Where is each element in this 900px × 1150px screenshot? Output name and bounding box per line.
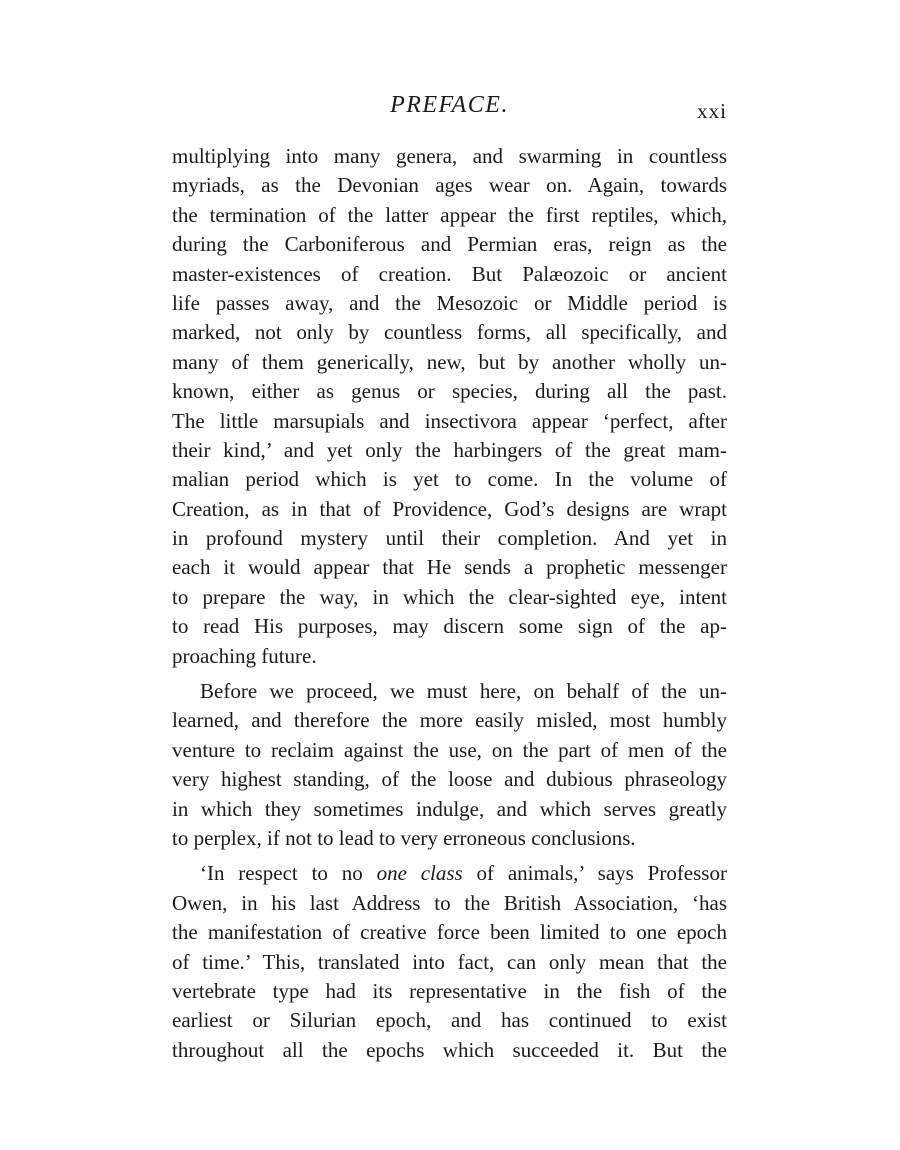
text-line: to read His purposes, may discern some sign of the ap- [172, 614, 727, 639]
text-line: venture to reclaim against the use, on the part of men of the [172, 737, 727, 762]
page-number: xxi [697, 99, 727, 123]
text-line: of time.’ This, translated into fact, can only mean that the [172, 949, 727, 974]
text-line: the manifestation of creative force been limited to one epoch [172, 920, 727, 945]
text-line: earliest or Silurian epoch, and has continued to exist [172, 1008, 727, 1033]
paragraph-1 [172, 142, 727, 671]
text-line: in profound mystery until their completion. And yet in [172, 526, 727, 551]
text-line: learned, and therefore the more easily misled, most humbly [172, 708, 727, 733]
text-line: the termination of the latter appear the first reptiles, which, [172, 202, 727, 227]
text-line: marked, not only by countless forms, all specifically, and [172, 320, 727, 345]
text-line: to prepare the way, in which the clear-sighted eye, intent [172, 584, 727, 609]
text-line: vertebrate type had its representative in the fish of the [172, 978, 727, 1003]
running-head [172, 92, 727, 128]
paragraph-2 [172, 677, 727, 853]
text-line: myriads, as the Devonian ages wear on. Again, towards [172, 173, 727, 198]
text-line: in which they sometimes indulge, and which serves greatly [172, 796, 727, 821]
text-line: The little marsupials and insectivora appear ‘perfect, after [172, 408, 727, 433]
text-line: their kind,’ and yet only the harbingers of the great mam- [172, 437, 727, 462]
text-line: throughout all the epochs which succeeded it. But the [172, 1037, 727, 1062]
body-text [172, 142, 727, 1065]
text-line: life passes away, and the Mesozoic or Middle period is [172, 290, 727, 315]
paragraph-3 [172, 859, 727, 1065]
text-line: master-existences of creation. But Palæozoic or ancient [172, 261, 727, 286]
text-line: known, either as genus or species, during all the past. [172, 379, 727, 404]
text-line: multiplying into many genera, and swarming in countless [172, 144, 727, 168]
text-line: to perplex, if not to lead to very erroneous conclusions. [172, 825, 636, 850]
text-line: Creation, as in that of Providence, God’s designs are wrapt [172, 496, 727, 521]
text-line: proaching future. [172, 643, 317, 668]
italic-emphasis: one class [376, 861, 463, 886]
text-line: Owen, in his last Address to the British Association, ‘has [172, 890, 727, 915]
text-line: Before we proceed, we must here, on behalf of the un- [200, 679, 727, 704]
text-line: many of them generically, new, but by another wholly un- [172, 349, 727, 374]
text-line: malian period which is yet to come. In the volume of [172, 467, 727, 492]
text-run: of animals,’ says Professor [462, 861, 727, 886]
running-title: PREFACE. [390, 92, 509, 118]
text-line [172, 859, 727, 888]
text-line: very highest standing, of the loose and dubious phraseology [172, 767, 727, 792]
text-run: ‘In respect to no [200, 861, 377, 886]
text-line: during the Carboniferous and Permian eras, reign as the [172, 232, 727, 257]
text-line: each it would appear that He sends a prophetic messenger [172, 555, 727, 580]
